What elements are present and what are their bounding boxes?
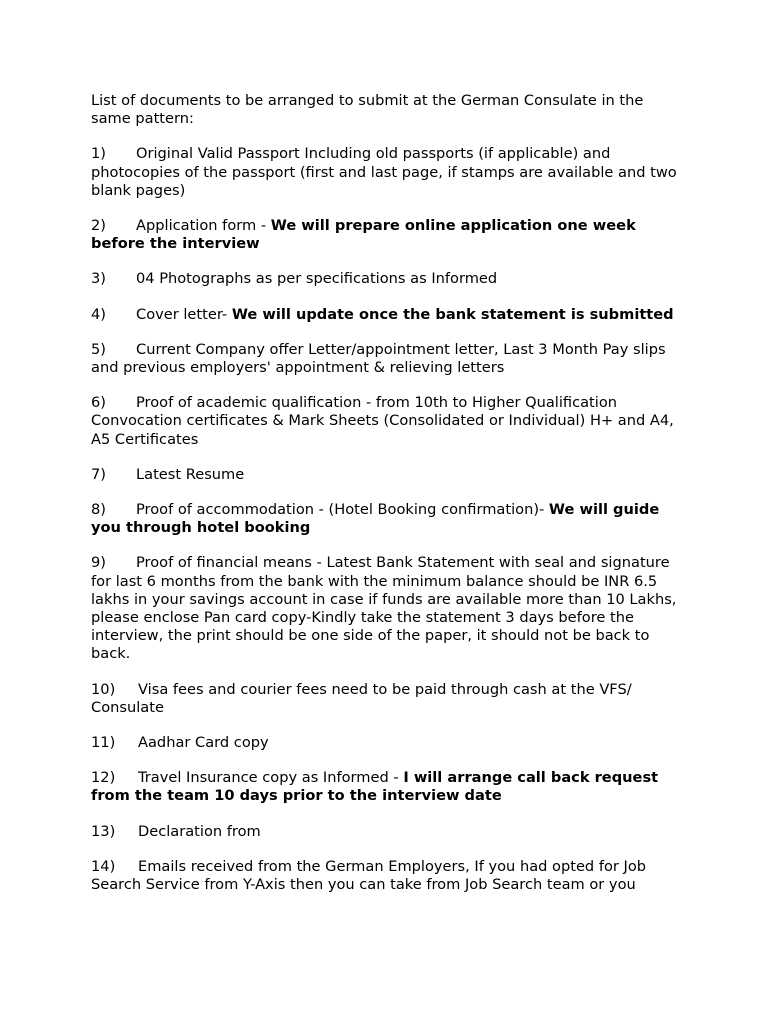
list-item-14	[91, 858, 683, 894]
item-text: Latest Resume	[136, 465, 245, 483]
list-item-7	[91, 466, 683, 484]
item-text: Visa fees and courier fees need to be paid through cash at the VFS/ Consulate	[91, 680, 632, 716]
item-number: 8)	[91, 501, 106, 519]
list-item-5	[91, 341, 683, 377]
item-text: Original Valid Passport Including old passports (if applicable) and photocopies of the passport (first and last page, if stamps are available and two blank pages)	[91, 145, 677, 199]
item-number: 10)	[91, 680, 116, 698]
item-text: Emails received from the German Employers, If you had opted for Job Search Service from Y-Axis then you can take from Job Search team or you	[91, 857, 647, 894]
list-item-2	[91, 217, 683, 253]
list-item-3	[91, 270, 683, 288]
list-item-10	[91, 681, 683, 717]
item-number: 7)	[91, 465, 106, 483]
item-number: 14)	[91, 857, 116, 875]
item-bold-note: We will prepare online application one week before the interview	[91, 217, 636, 253]
item-text: Declaration from	[138, 822, 261, 840]
item-text: Aadhar Card copy	[138, 734, 269, 752]
list-item-1	[91, 145, 683, 200]
item-number: 11)	[91, 734, 116, 752]
item-number: 2)	[91, 217, 106, 235]
item-text: Travel Insurance copy as Informed -	[138, 769, 404, 787]
intro-paragraph: List of documents to be arranged to submit at the German Consulate in the same pattern:	[91, 92, 644, 128]
item-text: Application form -	[136, 217, 271, 235]
item-text: Proof of financial means - Latest Bank Statement with seal and signature for last 6 months from the bank with the minimum balance should be INR 6.5 lakhs in your savings account in case if funds are available more than 10 Lakhs, please enclose Pan card copy-Kindly take the statement 3 days before the interview, the print should be one side of the paper, it should not be back to back.	[91, 554, 677, 663]
item-bold-note: We will guide you through hotel booking	[91, 501, 660, 537]
item-text: 04 Photographs as per specifications as Informed	[136, 270, 498, 288]
item-number: 13)	[91, 822, 116, 840]
list-item-12	[91, 769, 683, 805]
item-number: 9)	[91, 554, 106, 572]
item-number: 5)	[91, 340, 106, 358]
item-bold-note: I will arrange call back request from the team 10 days prior to the interview date	[91, 769, 659, 805]
item-text: Cover letter-	[136, 305, 232, 323]
list-item-8	[91, 501, 683, 537]
document-page	[91, 92, 683, 911]
item-number: 3)	[91, 270, 106, 288]
item-text: Proof of accommodation - (Hotel Booking confirmation)-	[136, 501, 549, 519]
item-text: Proof of academic qualification - from 10th to Higher Qualification Convocation certificates & Mark Sheets (Consolidated or Individual) H+ and A4, A5 Certificates	[91, 394, 674, 448]
item-number: 1)	[91, 145, 106, 163]
item-number: 12)	[91, 769, 116, 787]
list-item-9	[91, 554, 683, 663]
list-item-6	[91, 394, 683, 449]
item-number: 4)	[91, 305, 106, 323]
item-text: Current Company offer Letter/appointment letter, Last 3 Month Pay slips and previous employers' appointment & relieving letters	[91, 340, 666, 377]
item-number: 6)	[91, 394, 106, 412]
item-bold-note: We will update once the bank statement is submitted	[231, 305, 674, 323]
list-item-13	[91, 823, 683, 841]
list-item-4	[91, 306, 683, 324]
list-item-11	[91, 734, 683, 752]
